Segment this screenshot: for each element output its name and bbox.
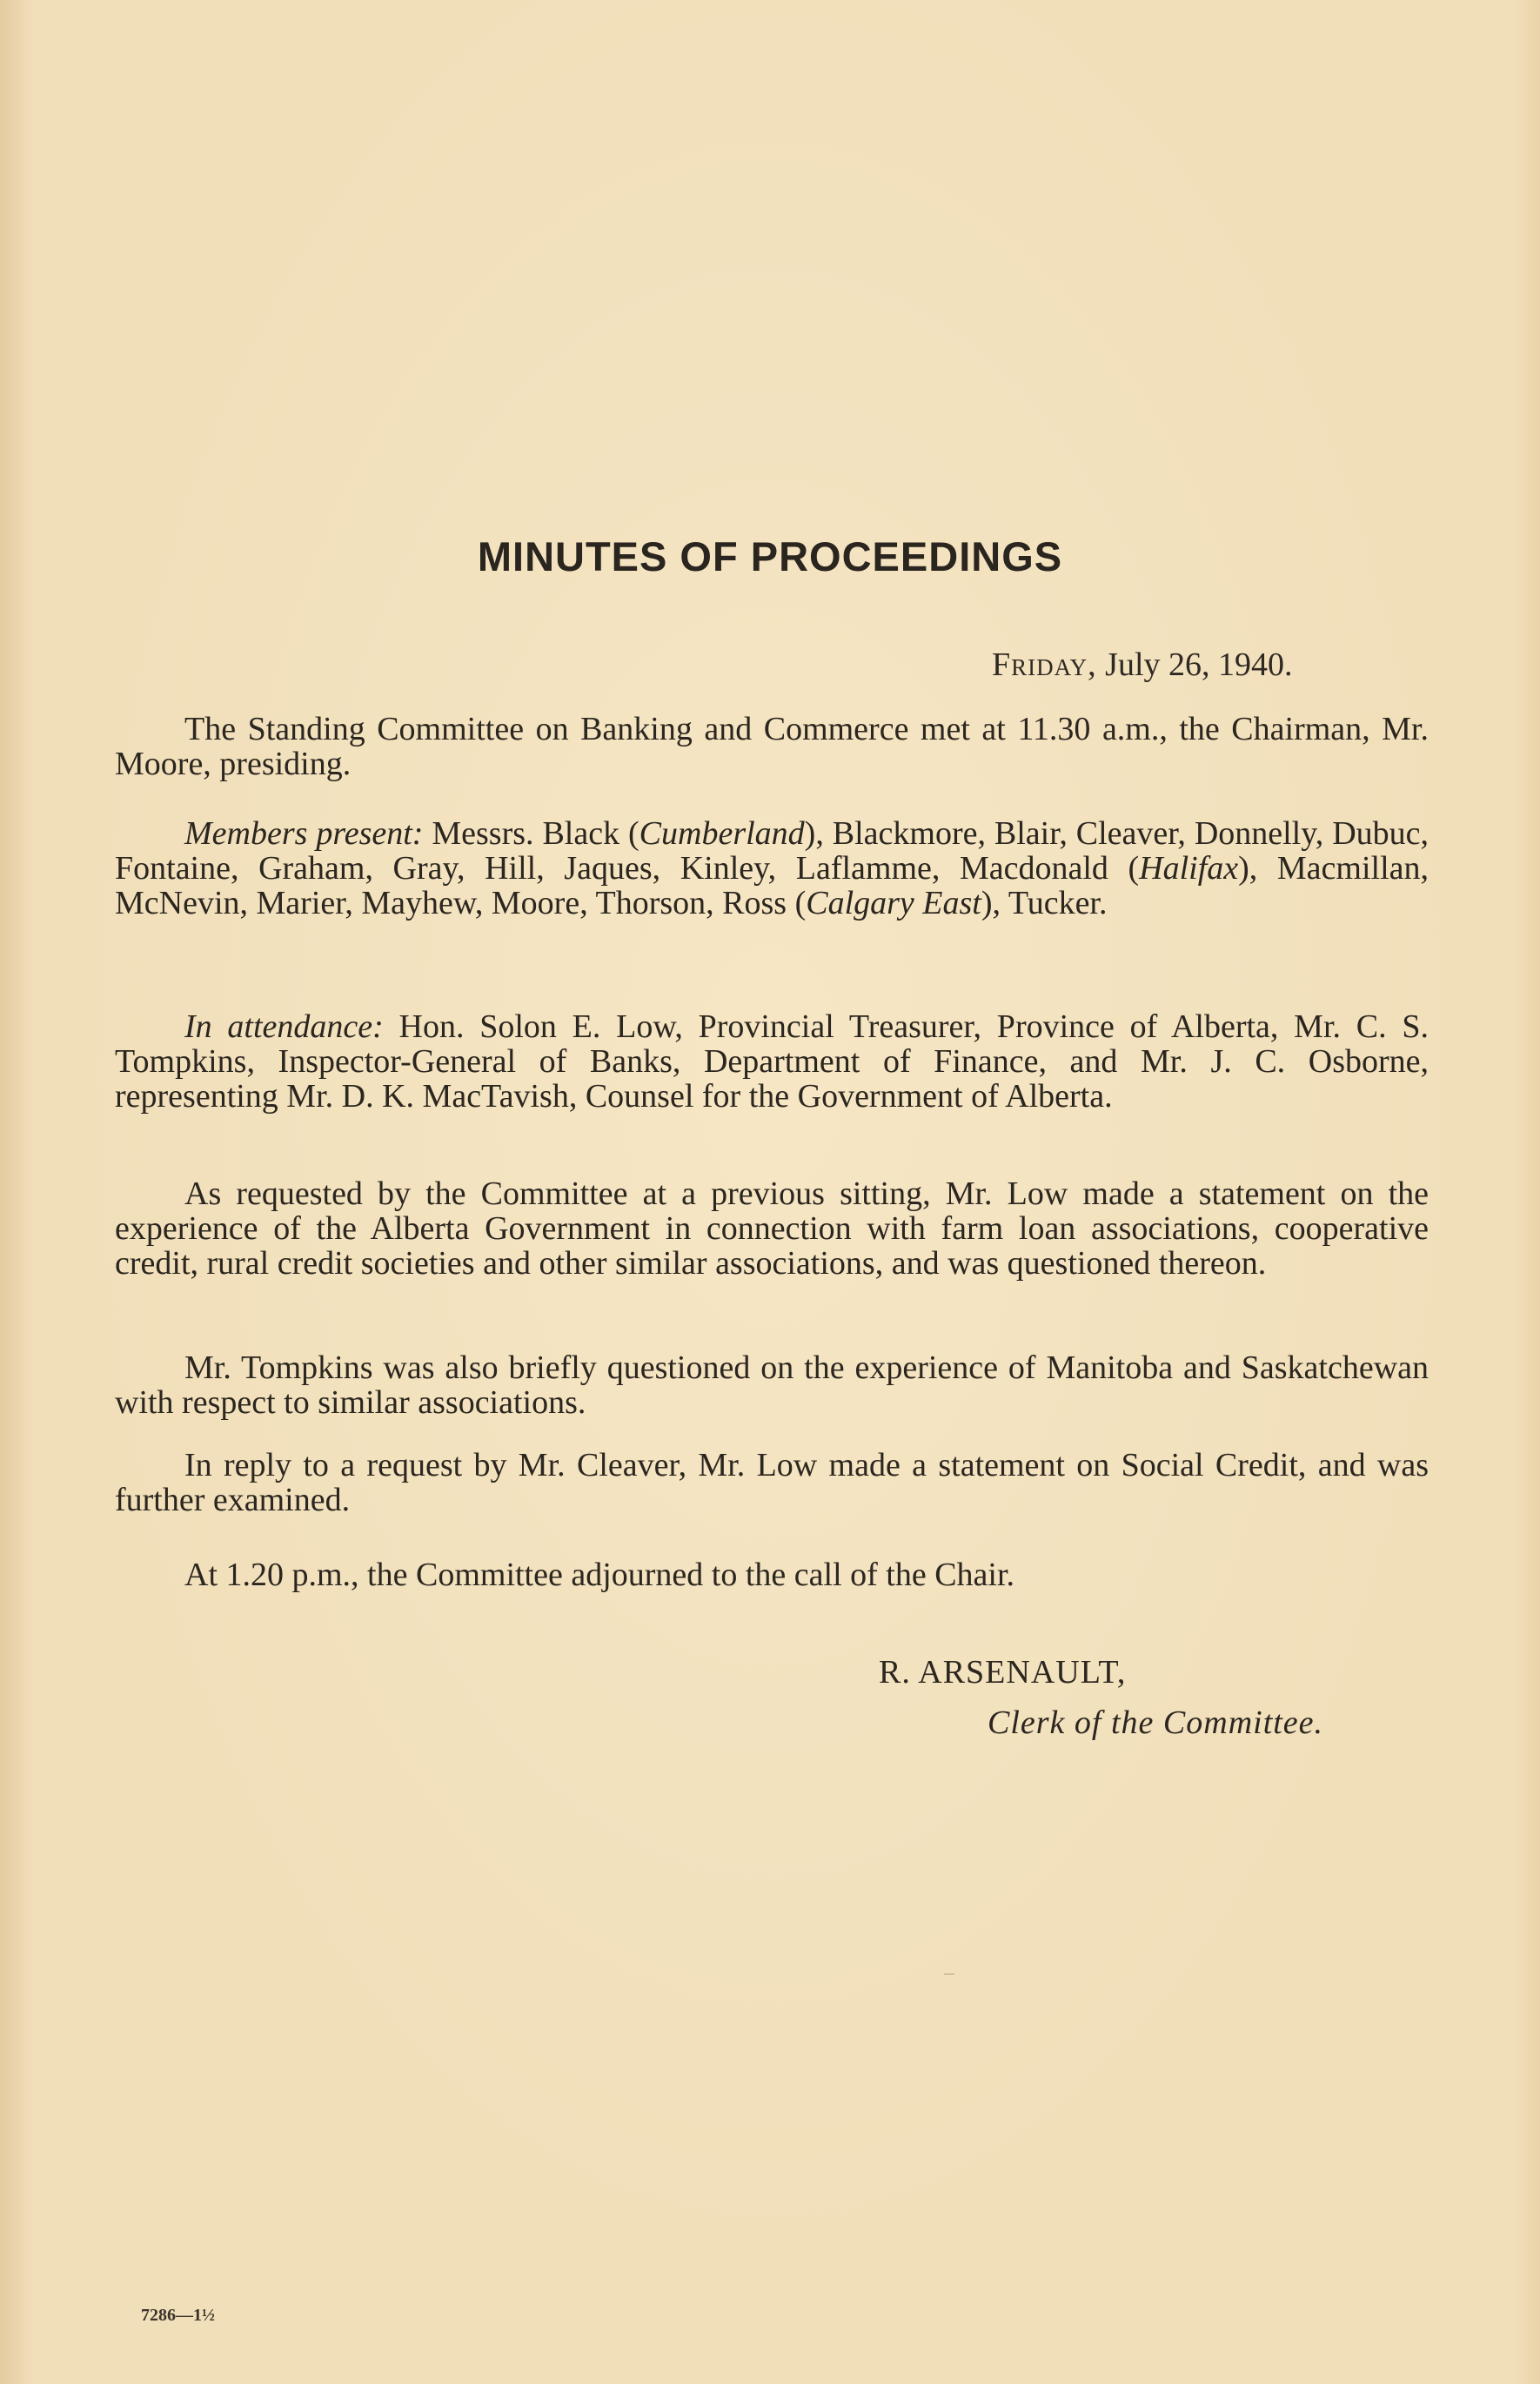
paragraph-opening — [115, 712, 1429, 781]
text-segment: At 1.20 p.m., the Committee adjourned to the call of the Chair. — [184, 1557, 1015, 1593]
italic-segment: Calgary East — [806, 885, 981, 921]
text-segment: ), Macmillan, McNevin, Marier, Mayhew, Moore, Thorson, Ross ( — [115, 850, 1429, 921]
signature-role: Clerk of the Committee. — [988, 1704, 1324, 1741]
meeting-date — [992, 646, 1293, 684]
italic-segment: Cumberland — [639, 815, 805, 852]
text-segment: Mr. Tompkins was also briefly questioned on the experience of Manitoba and Saskatchewan with respect to similar associations. — [115, 1349, 1429, 1421]
text-segment: ), Tucker. — [981, 885, 1108, 921]
paragraph-social-credit — [115, 1448, 1429, 1517]
meeting-date-text: July 26, 1940. — [1105, 646, 1293, 683]
paragraph-members-present — [115, 816, 1429, 921]
text-segment: Hon. Solon E. Low, Provincial Treasurer, Province of Alberta, Mr. C. S. Tompkins, Inspector-General of Banks, Department of Finance, and Mr. J. C. Osborne, representing Mr. D. K. MacTavish, Counsel for the Government of Alberta. — [115, 1008, 1429, 1115]
paragraph-adjournment — [115, 1557, 1429, 1592]
page-title: MINUTES OF PROCEEDINGS — [477, 533, 1063, 579]
meeting-weekday: Friday, — [992, 646, 1097, 683]
italic-segment: Members present: — [184, 815, 424, 852]
text-segment: Messrs. Black ( — [423, 815, 639, 852]
paragraph-in-attendance — [115, 1009, 1429, 1114]
print-code: 7286—1½ — [141, 2306, 215, 2325]
italic-segment: In attendance: — [184, 1008, 384, 1045]
text-segment: In reply to a request by Mr. Cleaver, Mr. Low made a statement on Social Credit, and was further examined. — [115, 1447, 1429, 1518]
paragraph-tompkins — [115, 1350, 1429, 1420]
paper-blemish — [944, 1973, 954, 1975]
signature-name: R. ARSENAULT, — [879, 1654, 1127, 1691]
paragraph-low-statement — [115, 1176, 1429, 1281]
text-segment: ), Blackmore, Blair, Cleaver, Donnelly, Dubuc, Fontaine, Graham, Gray, Hill, Jaques, Kinley, Laflamme, Macdonald ( — [115, 815, 1430, 887]
italic-segment: Halifax — [1139, 850, 1239, 887]
text-segment: The Standing Committee on Banking and Commerce met at 11.30 a.m., the Chairman, Mr. Moore, presiding. — [115, 711, 1429, 782]
text-segment: As requested by the Committee at a previous sitting, Mr. Low made a statement on the experience of the Alberta Government in connection with farm loan associations, cooperative credit, rural credit societies and other similar associations, and was questioned thereon. — [115, 1175, 1429, 1282]
